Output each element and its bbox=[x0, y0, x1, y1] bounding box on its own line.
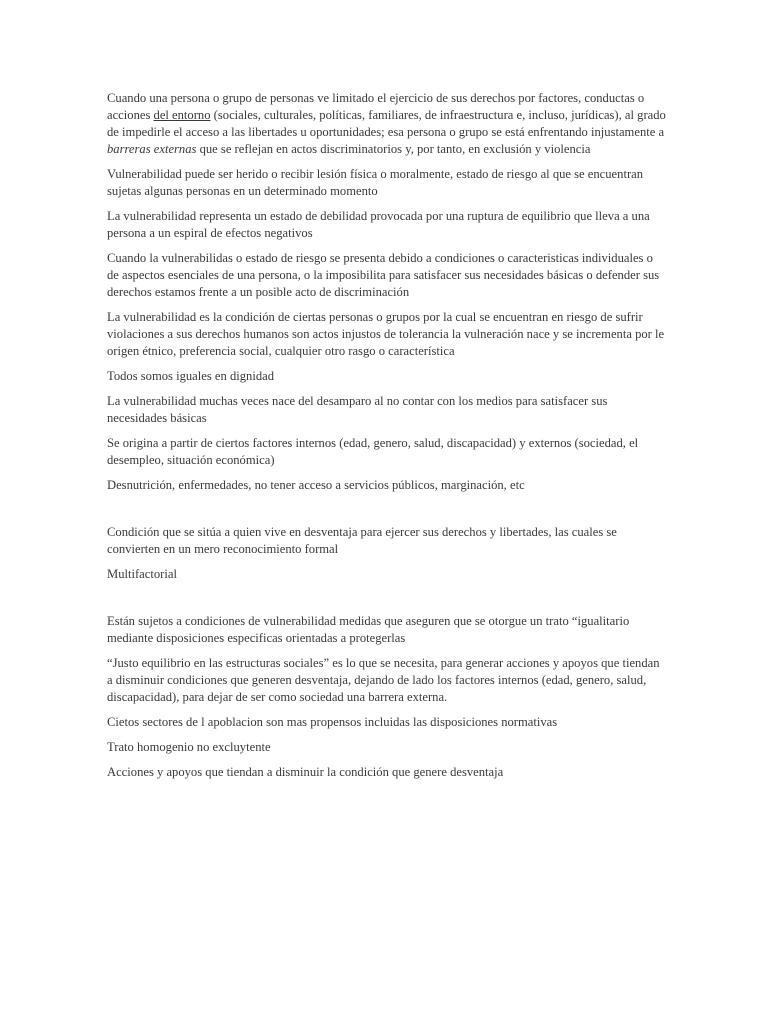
paragraph-12: Están sujetos a condiciones de vulnerabilidad medidas que aseguren que se otorgue un trato “igualitario mediante disposiciones especificas orientadas a protegerlas bbox=[107, 614, 630, 645]
paragraph-16: Acciones y apoyos que tiendan a disminuir la condición que genere desventaja bbox=[107, 765, 504, 779]
paragraph-1-text-c: (sociales, culturales, políticas, familiares, de infraestructura e, incluso, jurídicas), al grado de impedirle el acceso a las libertades u oportunidades; esa persona o grupo se está enfrentando injustamente a bbox=[107, 108, 666, 139]
paragraph-1-text-a: Cuando una persona o grupo de personas ve limitado el ejercicio de sus derechos por factores, conductas o acciones bbox=[107, 91, 645, 122]
paragraph-8: Se origina a partir de ciertos factores internos (edad, genero, salud, discapacidad) y externos (sociedad, el desempleo, situación económica) bbox=[107, 436, 639, 467]
document-body bbox=[107, 90, 667, 789]
paragraph-7: La vulnerabilidad muchas veces nace del desamparo al no contar con los medios para satisfacer sus necesidades básicas bbox=[107, 394, 608, 425]
paragraph-3: La vulnerabilidad representa un estado de debilidad provocada por una ruptura de equilibrio que lleva a una persona a un espiral de efectos negativos bbox=[107, 209, 650, 240]
paragraph-10: Condición que se sitúa a quien vive en desventaja para ejercer sus derechos y libertades, las cuales se convierten en un mero reconocimiento formal bbox=[107, 525, 617, 556]
paragraph-5: La vulnerabilidad es la condición de ciertas personas o grupos por la cual se encuentran en riesgo de sufrir violaciones a sus derechos humanos son actos injustos de tolerancia la vulneración nace y se incrementa por le origen étnico, preferencia social, cualquier otro rasgo o característica bbox=[107, 310, 665, 358]
barreras-externas-emphasis: barreras externas bbox=[107, 142, 197, 156]
paragraph-1 bbox=[107, 90, 667, 158]
paragraph-9: Desnutrición, enfermedades, no tener acceso a servicios públicos, marginación, etc bbox=[107, 478, 525, 492]
paragraph-4: Cuando la vulnerabilidas o estado de riesgo se presenta debido a condiciones o caracteristicas individuales o de aspectos esenciales de una persona, o la imposibilita para satisfacer sus necesidades básicas o defender sus derechos estamos frente a un posible acto de discriminación bbox=[107, 251, 660, 299]
paragraph-6: Todos somos iguales en dignidad bbox=[107, 369, 275, 383]
paragraph-11: Multifactorial bbox=[107, 567, 177, 581]
paragraph-1-text-e: que se reflejan en actos discriminatorios y, por tanto, en exclusión y violencia bbox=[196, 142, 591, 156]
entorno-link[interactable]: del entorno bbox=[153, 108, 211, 122]
paragraph-15: Trato homogenio no excluytente bbox=[107, 740, 271, 754]
paragraph-13: “Justo equilibrio en las estructuras sociales” es lo que se necesita, para generar acciones y apoyos que tiendan a disminuir condiciones que generen desventaja, dejando de lado los factores internos (edad, genero, salud, discapacidad), para dejar de ser como sociedad una barrera externa. bbox=[107, 656, 660, 704]
paragraph-14: Cietos sectores de l apoblacion son mas propensos incluidas las disposiciones normativas bbox=[107, 715, 558, 729]
paragraph-2: Vulnerabilidad puede ser herido o recibir lesión física o moralmente, estado de riesgo al que se encuentran sujetas algunas personas en un determinado momento bbox=[107, 167, 644, 198]
